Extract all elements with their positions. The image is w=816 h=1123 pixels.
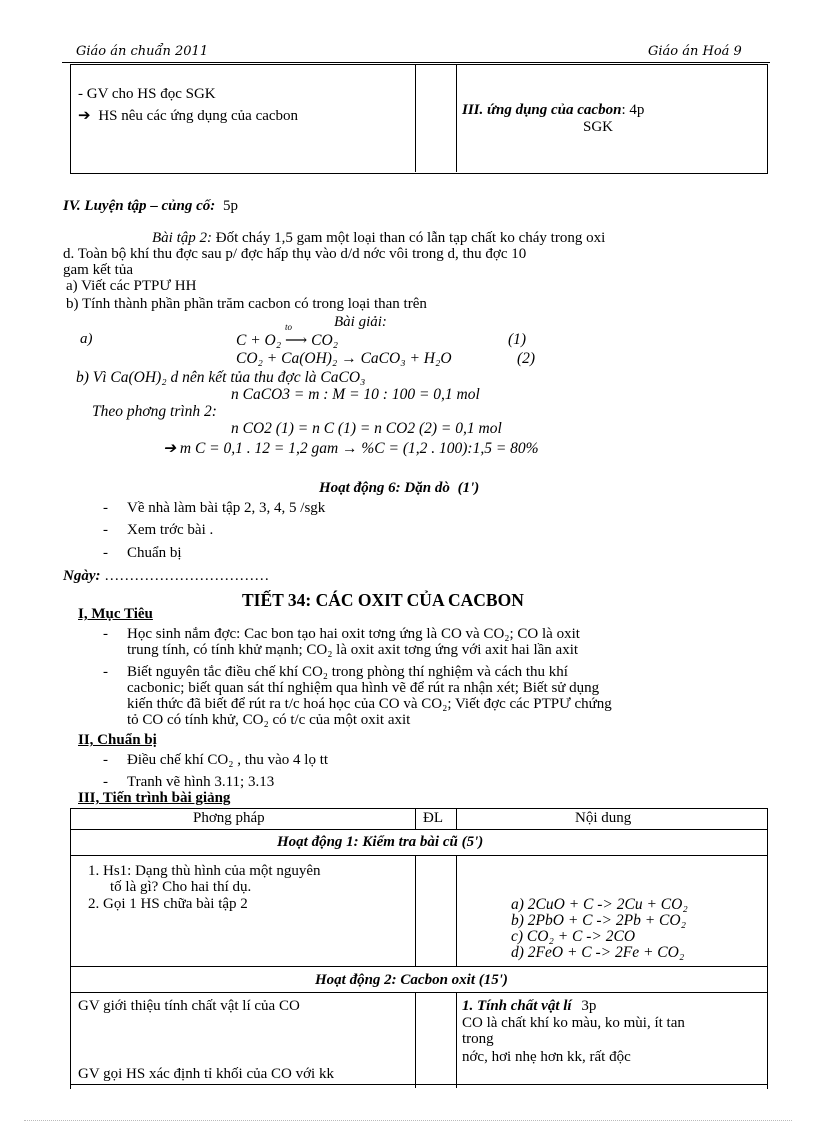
practice-heading-rest: củng cố: (161, 198, 216, 214)
n-caco3-line: n CaCO3 = m : M = 10 : 100 = 0,1 mol (231, 386, 480, 403)
hd6-title (319, 480, 479, 497)
main-table-header-rule (70, 829, 767, 830)
hd2-right-line1: CO là chất khí ko màu, ko mùi, ít tan (462, 1015, 685, 1031)
equation-1-number: (1) (508, 331, 527, 348)
hd6-time: (1') (457, 480, 480, 496)
practice-heading-sep: – (150, 198, 158, 214)
main-table-col-divider-1b (415, 855, 416, 967)
main-table-col-divider-2a (456, 808, 457, 830)
practice-time: 5p (223, 198, 238, 214)
page-bottom-divider (24, 1120, 792, 1121)
main-table-col3-header: Nội dung (575, 810, 632, 826)
lesson-title: TIẾT 34: CÁC OXIT CỦA CACBON (242, 590, 524, 610)
theo-line: Theo phơng trình 2: (92, 403, 217, 420)
prep-item-2: Tranh vẽ hình 3.11; 3.13 (127, 774, 275, 790)
goal2-line3: kiến thức đã biết để rút ra t/c hoá học của CO và CO₂; Viết đợc các PTPƯ chứng (127, 696, 612, 712)
goal1-line2: trung tính, có tính khử mạnh; CO₂ là oxit axit tơng ứng với axit hai lần axit (127, 642, 579, 658)
question-b: b) Tính thành phần phần trăm cacbon có trong loại than trên (66, 296, 427, 312)
ngay-line (63, 568, 269, 585)
exercise-line3: gam kết tủa (63, 262, 133, 278)
hd2-rule (70, 992, 767, 993)
top-table-left-line2: HS nêu các ứng dụng của cacbon (98, 108, 299, 124)
hd2-right-line3: nớc, hơi nhẹ hơn kk, rất độc (462, 1049, 631, 1065)
ngay-dots: …………………………… (104, 568, 270, 584)
hd6-item-2: Xem trớc bài . (127, 522, 214, 538)
top-table-right-title: III. ứng dụng của cacbon (462, 102, 622, 118)
hd6-item-1: Về nhà làm bài tập 2, 3, 4, 5 /sgk (127, 500, 326, 516)
hd1-bottom-rule (70, 966, 767, 967)
equation-1-over: to (285, 322, 293, 332)
prep-bullet-2: - (103, 774, 108, 790)
goal-bullet-2: - (103, 664, 108, 680)
exercise-label: Bài tập 2: (152, 230, 212, 246)
question-a: a) Viết các PTPƯ HH (66, 278, 197, 294)
goal2-line1: Biết nguyên tắc điều chế khí CO₂ trong phòng thí nghiệm và cách thu khí (127, 664, 568, 680)
arrow-right-icon: ➔ (78, 108, 91, 124)
top-table-right-line2: SGK (583, 119, 614, 135)
top-table-divider-2 (456, 64, 457, 172)
solution-b-line: b) Vì Ca(OH)₂ d nên kết tủa thu đợc là CaCO₃ (76, 369, 366, 386)
hd1-equation-a: a) 2CuO + C -> 2Cu + CO₂ (511, 896, 688, 913)
header-right: Giáo án Hoá 9 (648, 44, 742, 59)
practice-heading-text: IV. Luyện tập (63, 198, 147, 214)
top-table-right-line1 (462, 102, 644, 119)
exercise-text1: Đốt cháy 1,5 gam một loại than có lẫn tạp chất ko cháy trong oxi (215, 230, 606, 246)
practice-heading (63, 198, 238, 215)
main-table-col-divider-1a (415, 808, 416, 830)
top-table-divider-1 (415, 64, 416, 172)
equation-2-number: (2) (517, 350, 536, 367)
goal-bullet-1: - (103, 626, 108, 642)
equation-1 (236, 331, 338, 350)
ngay-label: Ngày: (63, 568, 101, 584)
hd2-right-heading (462, 998, 596, 1015)
section-2-heading: II, Chuẩn bị (78, 732, 157, 748)
goal2-line2: cacbonic; biết quan sát thí nghiệm qua hình vẽ để rút ra nhận xét; Biết sử dụng (127, 680, 600, 696)
hd1-title: Hoạt động 1: Kiểm tra bài cũ (5') (277, 834, 484, 850)
hd1-item2: 2. Gọi 1 HS chữa bài tập 2 (88, 896, 248, 912)
n-line: n CO2 (1) = n C (1) = n CO2 (2) = 0,1 mol (231, 420, 502, 437)
hd2-right-title: 1. Tính chất vật lí (462, 998, 572, 1014)
solution-a-label: a) (80, 331, 93, 347)
main-table-col-divider-2b (456, 855, 457, 967)
hd2-title: Hoạt động 2: Cacbon oxit (15') (315, 972, 508, 988)
main-table-col-divider-1c (415, 992, 416, 1088)
section-3-heading: III, Tiến trình bài giảng (78, 790, 231, 806)
hd1-equation-b: b) 2PbO + C -> 2Pb + CO₂ (511, 912, 686, 929)
m-line (163, 439, 539, 458)
top-table-left-line1: - GV cho HS đọc SGK (78, 86, 216, 102)
top-table-right-time: : 4p (621, 102, 645, 118)
arrow-right-icon: ➔ (163, 440, 176, 457)
solution-label: Bài giải: (334, 314, 387, 330)
main-table-bottom-rule (70, 1084, 767, 1085)
m-line-text: m C = 0,1 . 12 = 1,2 gam → %C = (1,2 . 100):1,5 = 80% (179, 440, 539, 457)
hd1-item1-line1: 1. Hs1: Dạng thù hình của một nguyên (88, 863, 321, 879)
goal1-line1: Học sinh nắm đợc: Cac bon tạo hai oxit tơng ứng là CO và CO₂; CO là oxit (127, 626, 580, 642)
goal2-line4: tỏ CO có tính khử, CO₂ có t/c của một oxit axit (127, 712, 411, 728)
top-table-left-line2-wrap (78, 106, 298, 125)
exercise-line2: d. Toàn bộ khí thu đợc sau p/ đợc hấp thụ vào d/d nớc vôi trong d, thu đợc 10 (63, 246, 527, 262)
hd6-item-3: Chuẩn bị (127, 545, 182, 561)
hd6-title-text: Hoạt động 6: Dặn dò (319, 480, 450, 496)
exercise-line1 (152, 230, 605, 247)
hd6-bullet-1: - (103, 500, 108, 516)
hd1-equation-d: d) 2FeO + C -> 2Fe + CO₂ (511, 944, 685, 961)
hd1-rule (70, 855, 767, 856)
header-left: Giáo án chuẩn 2011 (76, 44, 209, 59)
section-1-heading: I, Mục Tiêu (78, 606, 153, 622)
hd6-bullet-3: - (103, 545, 108, 561)
hd2-left-line2: GV gọi HS xác định tỉ khối của CO với kk (78, 1066, 334, 1082)
hd1-item1-line2: tố là gì? Cho hai thí dụ. (110, 879, 252, 895)
hd2-right-time: 3p (581, 998, 597, 1014)
hd6-bullet-2: - (103, 522, 108, 538)
hd2-left-line1: GV giới thiệu tính chất vật lí của CO (78, 998, 300, 1014)
hd1-equation-c: c) CO₂ + C -> 2CO (511, 928, 636, 945)
header-rule (62, 62, 770, 63)
main-table-col2-header: ĐL (423, 810, 443, 826)
hd2-right-line2: trong (462, 1031, 494, 1047)
equation-2: CO₂ + Ca(OH)₂ → CaCO₃ + H₂O (236, 350, 452, 367)
main-table-col-divider-2c (456, 992, 457, 1088)
equation-1-text: C + O₂ ⟶ CO₂ (236, 332, 339, 349)
prep-item-1: Điều chế khí CO₂ , thu vào 4 lọ tt (127, 752, 329, 768)
prep-bullet-1: - (103, 752, 108, 768)
main-table-col1-header: Phơng pháp (193, 810, 265, 826)
